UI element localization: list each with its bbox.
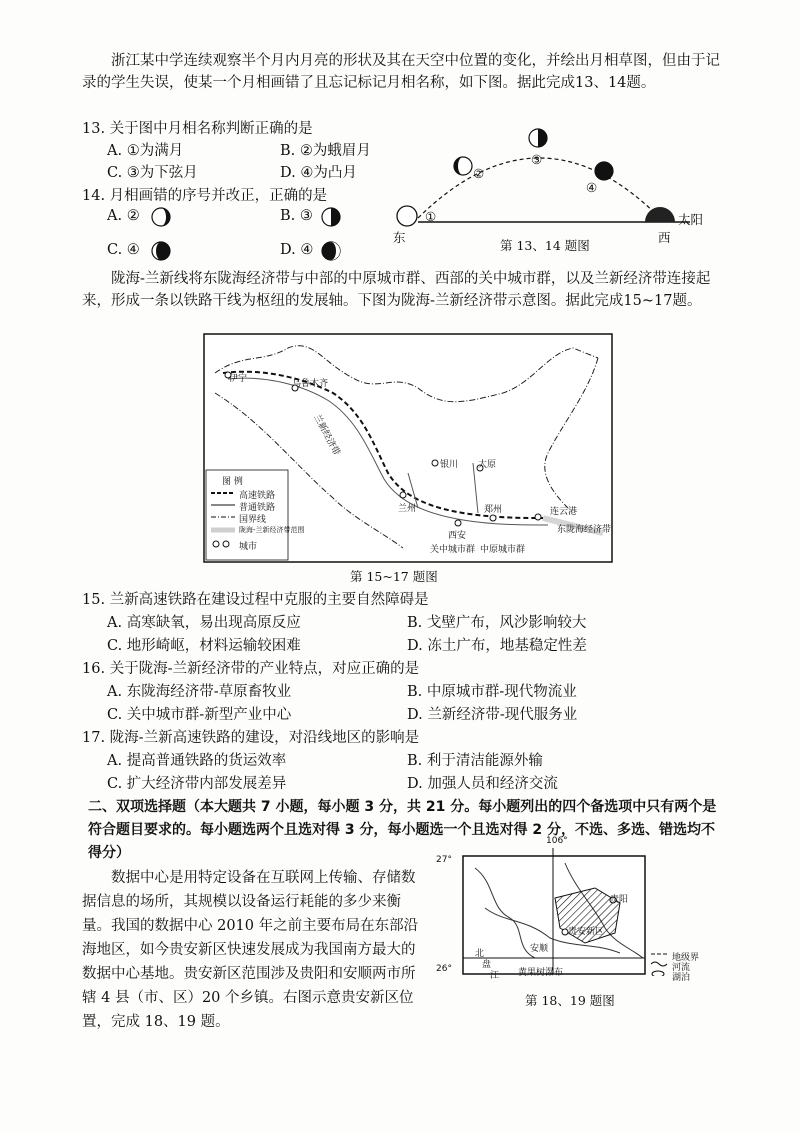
q16-stem: 16. 关于陇海-兰新经济带的产业特点，对应正确的是 bbox=[82, 661, 420, 677]
q14-option-d[interactable]: D. ④ bbox=[280, 242, 314, 258]
fig1314-east: 东 bbox=[393, 230, 406, 245]
guian-lon-106: 106° bbox=[546, 836, 568, 846]
guian-river-char-2: 盘 bbox=[482, 960, 492, 970]
q14-stem: 14. 月相画错的序号并改正，正确的是 bbox=[82, 188, 328, 204]
q17-option-d[interactable]: D. 加强人员和经济交流 bbox=[407, 776, 558, 792]
q14-option-a[interactable]: A. ② bbox=[107, 208, 140, 224]
q16-option-b[interactable]: B. 中原城市群-现代物流业 bbox=[407, 684, 577, 700]
intro-13-14: 浙江某中学连续观察半个月内月亮的形状及其在天空中位置的变化，并绘出月相草图，但由于记录的学生失误，使某一个月相画错了且忘记标记月相名称，如下图。据此完成13、14题。 bbox=[82, 53, 720, 91]
map-city-lanzhou: 兰州 bbox=[398, 504, 417, 514]
q14-option-b[interactable]: B. ③ bbox=[280, 208, 313, 224]
map-city-lianyungang: 连云港 bbox=[550, 507, 578, 517]
guian-label-new-area: 贵安新区 bbox=[568, 927, 605, 937]
fig1314-caption: 第 13、14 题图 bbox=[500, 238, 590, 253]
q13-option-c[interactable]: C. ③为下弦月 bbox=[107, 165, 198, 181]
guian-legend-river: 河流 bbox=[672, 963, 691, 973]
guian-lat-27: 27° bbox=[436, 855, 452, 865]
q16-option-c[interactable]: C. 关中城市群-新型产业中心 bbox=[107, 707, 292, 723]
map1819-caption: 第 18、19 题图 bbox=[525, 993, 615, 1008]
q13-stem: 13. 关于图中月相名称判断正确的是 bbox=[82, 121, 313, 137]
guian-city-anshun: 安顺 bbox=[530, 944, 549, 954]
q13-option-a[interactable]: A. ①为满月 bbox=[107, 143, 184, 159]
map-city-urumqi: 乌鲁木齐 bbox=[292, 379, 329, 389]
map1517-caption: 第 15~17 题图 bbox=[350, 569, 438, 584]
intro-18-19: 数据中心是用特定设备在互联网上传输、存储数据信息的场所，其规模以设备运行耗能的多少来衡量。我国的数据中心 2010 年之前主要布局在东部沿海地区，如今贵安新区快速发展成为我国南方最大的数据中心基地。贵安新区范围涉及贵阳和安顺两市所辖 4 县（市、区）20 个乡镇。右图示意贵安新区位置，完成 18、19 题。 bbox=[82, 870, 419, 1030]
map-label-guanzhong: 关中城市群 bbox=[430, 545, 476, 555]
q14-option-c[interactable]: C. ④ bbox=[107, 242, 140, 258]
moon-waxing-gibbous-icon bbox=[150, 240, 172, 262]
legend-title: 图 例 bbox=[222, 477, 243, 487]
legend-belt: 陇海-兰新经济带范围 bbox=[239, 526, 305, 534]
q15-stem: 15. 兰新高速铁路在建设过程中克服的主要自然障碍是 bbox=[82, 592, 429, 608]
fig1314-label-3: ③ bbox=[531, 152, 543, 167]
fig1314-label-4: ④ bbox=[586, 180, 598, 195]
q17-option-c[interactable]: C. 扩大经济带内部发展差异 bbox=[107, 776, 287, 792]
q17-stem: 17. 陇海-兰新高速铁路的建设，对沿线地区的影响是 bbox=[82, 730, 420, 746]
map-city-zhengzhou: 郑州 bbox=[484, 505, 503, 515]
guian-river-char-1: 北 bbox=[475, 949, 485, 959]
guian-legend-border: 地级界 bbox=[672, 953, 700, 963]
legend-city: 城市 bbox=[239, 542, 258, 552]
guian-label-huangguoshu: 黄果树瀑布 bbox=[518, 968, 564, 978]
map-city-taiyuan: 太原 bbox=[478, 460, 497, 470]
legend-hsr: 高速铁路 bbox=[239, 491, 276, 501]
q13-option-b[interactable]: B. ②为蛾眉月 bbox=[280, 143, 371, 159]
q17-option-a[interactable]: A. 提高普通铁路的货运效率 bbox=[107, 753, 287, 769]
moon-phase-diagram bbox=[390, 128, 710, 238]
map-city-yining: 伊宁 bbox=[229, 374, 248, 384]
fig1314-west: 西 bbox=[658, 230, 671, 245]
map-label-zhongyuan: 中原城市群 bbox=[480, 545, 526, 555]
guian-river-char-3: 江 bbox=[490, 971, 500, 981]
map-city-xian: 西安 bbox=[448, 531, 467, 541]
q15-option-d[interactable]: D. 冻土广布，地基稳定性差 bbox=[407, 638, 587, 654]
fig1314-label-2: ② bbox=[473, 166, 485, 181]
map-label-donglonghai: 东陇海经济带 bbox=[557, 525, 612, 535]
q15-option-a[interactable]: A. 高寒缺氧，易出现高原反应 bbox=[107, 615, 301, 631]
section-2-heading: 二、双项选择题（本大题共 7 小题，每小题 3 分，共 21 分。每小题列出的四个备选项中只有两个是符合题目要求的。每小题选两个且选对得 3 分，每小题选一个且选对得 2 分，不选、多选、错选均不得分） bbox=[88, 799, 717, 861]
guian-legend-lake: 湖泊 bbox=[672, 973, 691, 983]
fig1314-sun: 太阳 bbox=[678, 212, 704, 227]
moon-waning-crescent-icon bbox=[320, 240, 342, 262]
guian-city-guiyang: 贵阳 bbox=[610, 895, 629, 905]
fig1314-label-1: ① bbox=[425, 209, 437, 224]
q17-option-b[interactable]: B. 利于清洁能源外输 bbox=[407, 753, 543, 769]
legend-rail: 普通铁路 bbox=[239, 503, 276, 513]
q16-option-d[interactable]: D. 兰新经济带-现代服务业 bbox=[407, 707, 578, 723]
q13-option-d[interactable]: D. ④为凸月 bbox=[280, 165, 357, 181]
legend-border: 国界线 bbox=[239, 515, 267, 525]
q16-option-a[interactable]: A. 东陇海经济带-草原畜牧业 bbox=[107, 684, 292, 700]
map-label-lanxin-belt: 兰新经济带 bbox=[311, 412, 342, 458]
q15-option-c[interactable]: C. 地形崎岖，材料运输较困难 bbox=[107, 638, 301, 654]
q15-option-b[interactable]: B. 戈壁广布，风沙影响较大 bbox=[407, 615, 587, 631]
map-city-yinchuan: 银川 bbox=[440, 460, 459, 470]
intro-15-17: 陇海-兰新线将东陇海经济带与中部的中原城市群、西部的关中城市群，以及兰新经济带连接起来，形成一条以铁路干线为枢纽的发展轴。下图为陇海-兰新经济带示意图。据此完成15~17题。 bbox=[82, 271, 711, 309]
moon-first-quarter-icon bbox=[320, 206, 342, 228]
moon-waxing-crescent-icon bbox=[150, 206, 172, 228]
guian-lat-26: 26° bbox=[436, 964, 452, 974]
